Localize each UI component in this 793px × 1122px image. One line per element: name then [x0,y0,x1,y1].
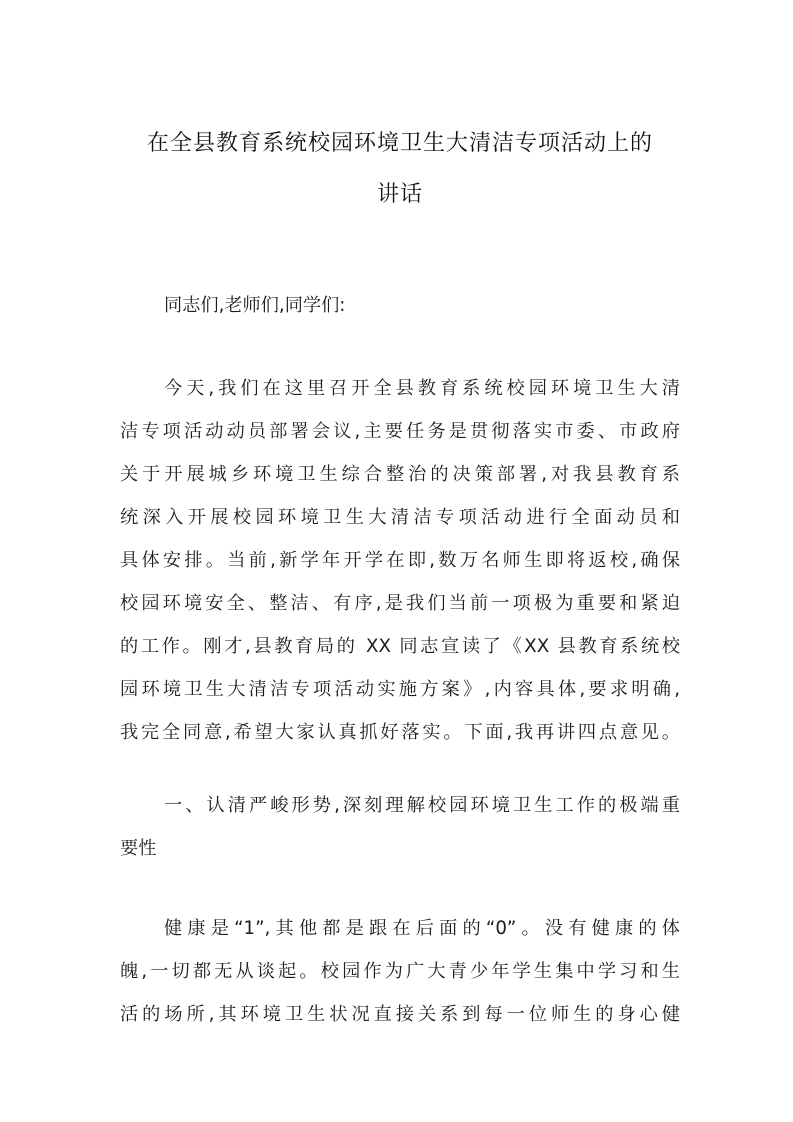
paragraph-1-line: 统深入开展校园环境卫生大清洁专项活动进行全面动员和 [120,507,680,528]
paragraph-2-line: 魄,一切都无从谈起。校园作为广大青少年学生集中学习和生 [120,961,680,982]
paragraph-1-line: 今天,我们在这里召开全县教育系统校园环境卫生大清 [164,378,680,399]
paragraph-1-line: 的工作。刚才,县教育局的 XX 同志宣读了《XX 县教育系统校 [120,636,680,657]
section-1-heading-line: 一、认清严峻形势,深刻理解校园环境卫生工作的极端重 [164,795,680,816]
paragraph-1-line: 我完全同意,希望大家认真抓好落实。下面,我再讲四点意见。 [120,722,680,743]
paragraph-1-line: 校园环境安全、整洁、有序,是我们当前一项极为重要和紧迫 [120,593,680,614]
paragraph-1-line: 具体安排。当前,新学年开学在即,数万名师生即将返校,确保 [120,550,680,571]
paragraph-1-line: 园环境卫生大清洁专项活动实施方案》,内容具体,要求明确, [120,679,680,700]
paragraph-2-line: 健康是“1”,其他都是跟在后面的“0”。没有健康的体 [164,918,680,939]
paragraph-1-line: 洁专项活动动员部署会议,主要任务是贯彻落实市委、市政府 [120,421,680,442]
paragraph-1-line: 关于开展城乡环境卫生综合整治的决策部署,对我县教育系 [120,464,680,485]
salutation: 同志们,老师们,同学们: [164,295,346,316]
paragraph-2-line: 活的场所,其环境卫生状况直接关系到每一位师生的身心健 [120,1004,680,1025]
document-title-line-1: 在全县教育系统校园环境卫生大清洁专项活动上的 [146,131,653,156]
document-title-line-2: 讲话 [376,182,423,207]
section-1-heading-line: 要性 [120,838,157,859]
